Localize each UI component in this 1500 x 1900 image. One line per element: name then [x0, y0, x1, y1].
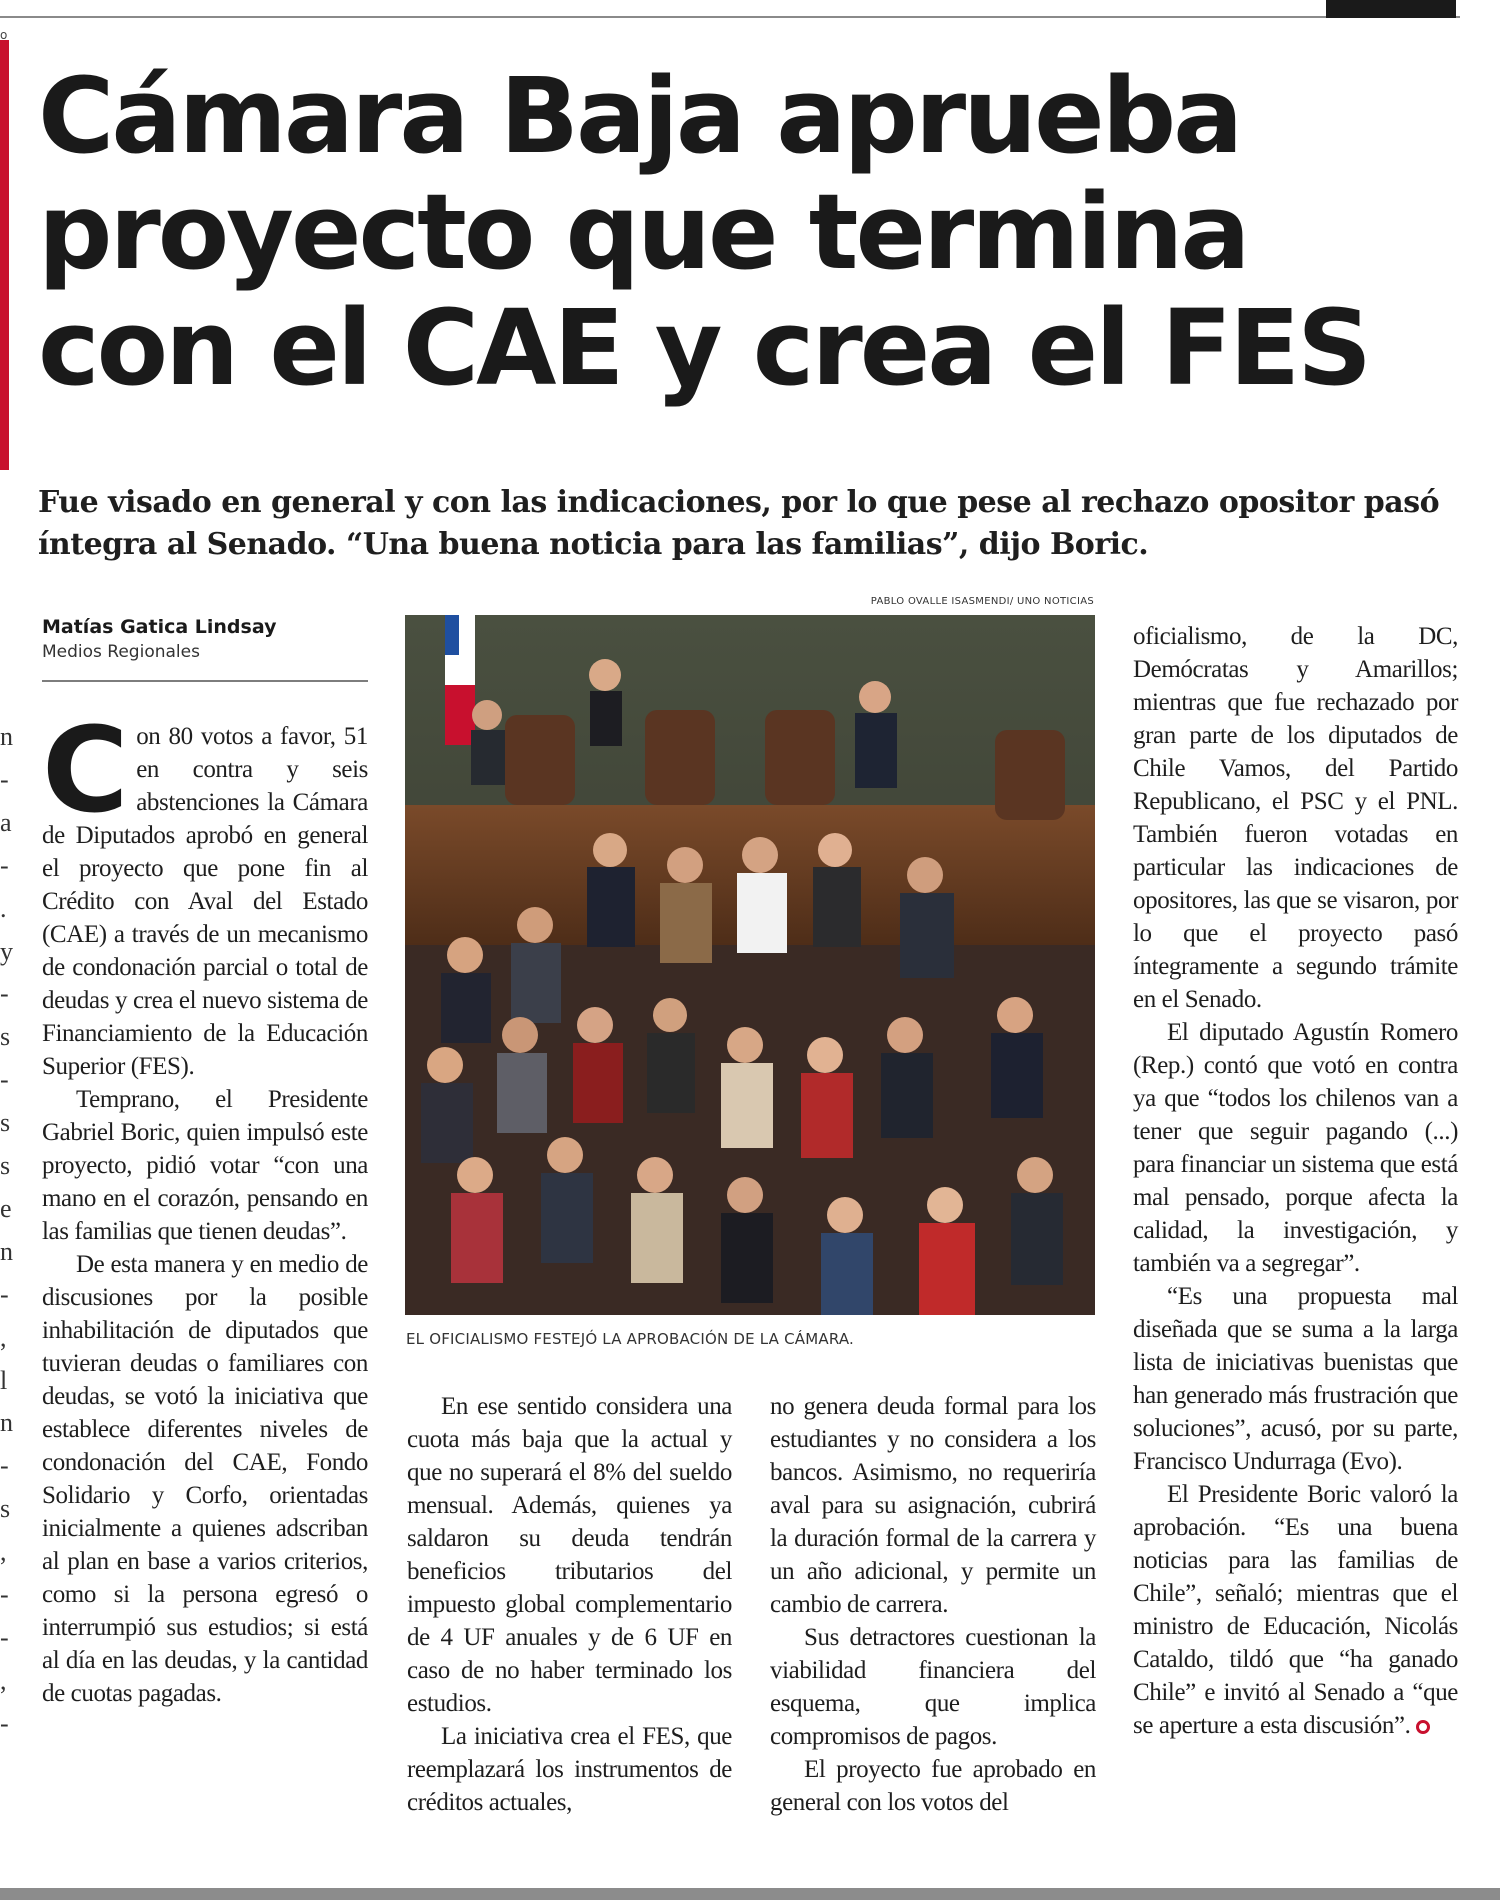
paragraph: El proyecto fue aprobado en general con los votos del [770, 1756, 1096, 1816]
margin-fragment: - [0, 1580, 9, 1609]
paragraph: no genera deuda formal para los estudiantes y no considera a los bancos. Asimismo, no requeriría aval para su asignación, cubrirá la duración formal de la carrera y un año adicional, y permite un cambio de carrera. [770, 1393, 1096, 1618]
photo-illustration [405, 615, 1095, 1315]
paragraph: Temprano, el Presidente Gabriel Boric, quien impulsó este proyecto, pidió votar “con una mano en el corazón, pensando en las familias que tienen deudas”. [42, 1086, 368, 1245]
margin-fragment: - [0, 979, 9, 1009]
byline-org: Medios Regionales [42, 642, 200, 662]
margin-fragment: y [0, 936, 13, 966]
margin-fragment: , [0, 1322, 7, 1352]
margin-fragment: a [0, 807, 12, 837]
margin-fragment: - [0, 1451, 9, 1481]
margin-fragment: e [0, 1193, 12, 1223]
margin-fragment: s [0, 1151, 11, 1180]
paragraph: oficialismo, de la DC, Demócratas y Amarillos; mientras que fue rechazado por gran parte de los diputados de Chile Vamos, del Partido Republicano, el PSC y el PNL. También fueron votadas en particular las indicaciones de opositores, las que se visaron, por lo que el proyecto pasó íntegramente a segundo trámite en el Senado. [1133, 623, 1458, 1013]
article-column-3 [770, 1390, 1096, 1819]
photo-credit: PABLO OVALLE ISASMENDI/ UNO NOTICIAS [870, 596, 1094, 607]
margin-fragment: - [0, 1279, 9, 1309]
margin-fragment: - [0, 1622, 9, 1652]
top-rule [0, 16, 1460, 18]
margin-fragment: - [0, 764, 9, 794]
paragraph-text: on 80 votos a favor, 51 en contra y seis abstenciones la Cámara de Diputados aprobó en general el proyecto que pone fin al Crédito con Aval del Estado (CAE) a través de un mecanismo de condonación parcial o total de deudas y crea el nuevo sistema de Financiamiento de la Educación Superior (FES). [42, 723, 368, 1080]
photo-caption: EL OFICIALISMO FESTEJÓ LA APROBACIÓN DE LA CÁMARA. [406, 1330, 854, 1348]
byline [42, 614, 372, 664]
left-red-bar [0, 40, 9, 470]
headline: Cámara Baja aprueba proyecto que termina con el CAE y crea el FES [38, 55, 1370, 409]
circle-end-icon [1416, 1720, 1430, 1734]
paragraph: El diputado Agustín Romero (Rep.) contó que votó en contra ya que “todos los chilenos van a tener que seguir pagando (...) para financiar un sistema que está mal pensado, porque afecta la calidad, la investigación, y también va a segregar”. [1133, 1019, 1458, 1277]
paragraph: La iniciativa crea el FES, que reemplazará los instrumentos de créditos actuales, [407, 1723, 732, 1816]
paragraph-text: El Presidente Boric valoró la aprobación. “Es una buena noticias para las familias de Chile”, señaló; mientras que el ministro de Educación, Nicolás Cataldo, tildó que “ha ganado Chile” e invitó al Senado a “que se aperture a esta discusión”. [1133, 1481, 1458, 1739]
paragraph: Sus detractores cuestionan la viabilidad financiera del esquema, que implica compromisos de pagos. [770, 1624, 1096, 1750]
left-margin-fragment: o [0, 28, 8, 42]
margin-fragment: - [0, 1065, 9, 1095]
top-corner-block [1326, 0, 1456, 18]
margin-fragment: . [0, 893, 7, 923]
margin-fragment: s [0, 1494, 11, 1524]
paragraph: “Es una propuesta mal diseñada que se suma a la larga lista de iniciativas buenistas que han generado más frustración que soluciones”, acusó, por su parte, Francisco Undurraga (Evo). [1133, 1283, 1458, 1475]
deck: Fue visado en general y con las indicaciones, por lo que pese al rechazo opositor pasó íntegra al Senado. “Una buena noticia para las familias”, dijo Boric. [38, 485, 1440, 562]
byline-name: Matías Gatica Lindsay [42, 616, 277, 638]
margin-fragment: s [0, 1108, 11, 1138]
margin-fragment: - [0, 1708, 9, 1738]
paragraph [1133, 1478, 1458, 1742]
article-column-4 [1133, 620, 1458, 1742]
drop-cap: C [42, 701, 129, 839]
article-column-2 [407, 1390, 732, 1819]
margin-fragment: n [0, 1408, 13, 1438]
paragraph: En ese sentido considera una cuota más baja que la actual y que no superará el 8% del sueldo mensual. Además, quienes ya saldaron su deuda tendrán beneficios tributarios del impuesto global complementario de 4 UF anuales y de 6 UF en caso de no haber terminado los estudios. [407, 1393, 732, 1717]
margin-fragment: - [0, 850, 9, 880]
paragraph: De esta manera y en medio de discusiones por la posible inhabilitación de diputados que tuvieran deudas o familiares con deudas, se votó la iniciativa que establece diferentes niveles de condonación del CAE, Fondo Solidario y Corfo, orientadas inicialmente a quienes adscriban al plan en base a varios criterios, como si la persona egresó o interrumpió sus estudios; si está al día en las deudas, y la cantidad de cuotas pagadas. [42, 1251, 368, 1707]
margin-fragment: n [0, 1236, 13, 1266]
bottom-bar [0, 1888, 1500, 1900]
margin-fragment: s [0, 1022, 11, 1052]
margin-fragment: l [0, 1365, 8, 1395]
paragraph [42, 701, 368, 1083]
margin-fragment: , [0, 1537, 7, 1567]
article-column-1 [42, 701, 368, 1710]
margin-fragment: n [0, 722, 13, 751]
article-photo [405, 615, 1095, 1315]
margin-fragment: , [0, 1665, 7, 1695]
byline-rule [42, 680, 368, 682]
